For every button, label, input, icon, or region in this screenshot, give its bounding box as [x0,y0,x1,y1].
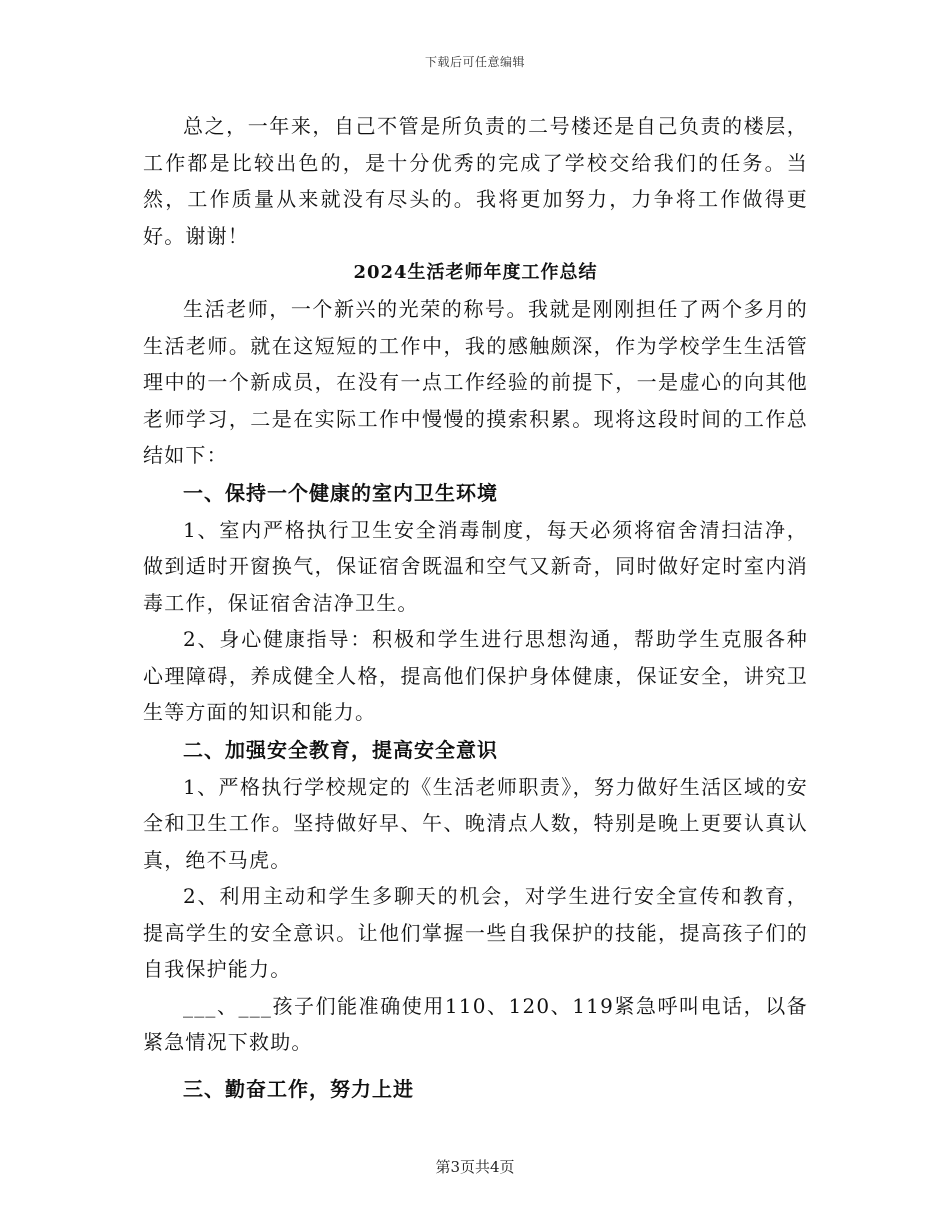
section-heading-3: 三、勤奋工作，努力上进 [183,1076,414,1101]
paragraph-safety-1: 1、严格执行学校规定的《生活老师职责》，努力做好生活区域的安全和卫生工作。坚持做好早、午、晚清点人数，特别是晚上更要认真认真，绝不马虎。 [143,774,808,872]
page-header: 下载后可任意编辑 [424,55,525,69]
paragraph-intro: 生活老师，一个新兴的光荣的称号。我就是刚刚担任了两个多月的生活老师。就在这短短的工作中，我的感触颇深，作为学校学生生活管理中的一个新成员，在没有一点工作经验的前提下，一是虚心的向其他老师学习，二是在实际工作中慢慢的摸索积累。现将这段时间的工作总结如下： [143,297,808,467]
section-heading-2: 二、加强安全教育，提高安全意识 [183,737,498,762]
paragraph-conclusion: 总之，一年来，自己不管是所负责的二号楼还是自己负责的楼层，工作都是比较出色的，是十分优秀的完成了学校交给我们的任务。当然，工作质量从来就没有尽头的。我将更加努力，力争将工作做得更好。谢谢！ [143,114,808,248]
paragraph-safety-3: ___、___孩子们能准确使用110、120、119紧急呼叫电话，以备紧急情况下救助。 [143,993,808,1054]
paragraph-hygiene-1: 1、室内严格执行卫生安全消毒制度，每天必须将宿舍清扫洁净，做到适时开窗换气，保证宿舍既温和空气又新奇，同时做好定时室内消毒工作，保证宿舍洁净卫生。 [143,517,808,615]
document-title: 2024生活老师年度工作总结 [353,262,598,283]
paragraph-safety-2: 2、利用主动和学生多聊天的机会，对学生进行安全宣传和教育，提高学生的安全意识。让他们掌握一些自我保护的技能，提高孩子们的自我保护能力。 [143,884,808,981]
page-footer: 第3页共4页 [435,1158,515,1176]
section-heading-1: 一、保持一个健康的室内卫生环境 [183,480,498,505]
document-body [143,108,808,1108]
paragraph-hygiene-2: 2、身心健康指导：积极和学生进行思想沟通，帮助学生克服各种心理障碍，养成健全人格，提高他们保护身体健康，保证安全，讲究卫生等方面的知识和能力。 [143,627,808,724]
